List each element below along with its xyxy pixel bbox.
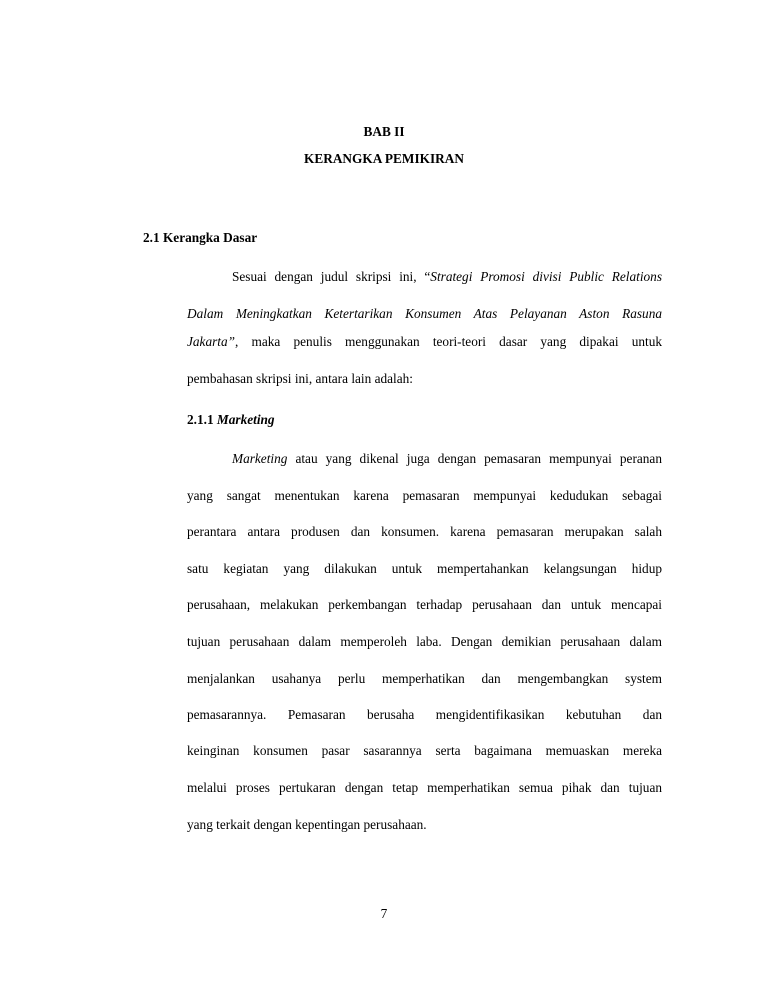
paragraph-line <box>232 451 662 467</box>
text-run: perusahaan, melakukan perkembangan terhadap perusahaan dan untuk mencapai <box>187 597 662 612</box>
paragraph-line <box>187 707 662 723</box>
text-run: , maka penulis menggunakan teori-teori dasar yang dipakai untuk <box>235 334 662 349</box>
paragraph-line <box>187 634 662 650</box>
text-run: tujuan perusahaan dalam memperoleh laba. Dengan demikian perusahaan dalam <box>187 634 662 649</box>
subsection-number: 2.1.1 <box>187 412 214 427</box>
page-number: 7 <box>380 906 388 921</box>
paragraph-line <box>187 371 662 387</box>
text-run: satu kegiatan yang dilakukan untuk mempertahankan kelangsungan hidup <box>187 561 662 576</box>
paragraph-line <box>187 524 662 540</box>
paragraph-line <box>187 306 662 322</box>
paragraph-line <box>187 561 662 577</box>
paragraph-line <box>232 269 662 285</box>
paragraph-line <box>187 334 662 350</box>
text-run: menjalankan usahanya perlu memperhatikan dan mengembangkan system <box>187 671 662 686</box>
italic-text: Marketing <box>232 451 288 466</box>
italic-text: Dalam Meningkatkan Ketertarikan Konsumen Atas Pelayanan Aston Rasuna <box>187 306 662 321</box>
chapter-title: KERANGKA PEMIKIRAN <box>304 151 464 166</box>
text-run: atau yang dikenal juga dengan pemasaran mempunyai peranan <box>287 451 662 466</box>
subsection-heading <box>187 412 275 428</box>
text-run: perantara antara produsen dan konsumen. karena pemasaran merupakan salah <box>187 524 662 539</box>
paragraph-line <box>187 743 662 759</box>
paragraph-line <box>187 597 662 613</box>
section-heading: 2.1 Kerangka Dasar <box>143 230 258 245</box>
subsection-title: Marketing <box>216 412 275 427</box>
text-run: pembahasan skripsi ini, antara lain adalah: <box>187 371 413 386</box>
text-run: melalui proses pertukaran dengan tetap memperhatikan semua pihak dan tujuan <box>187 780 662 795</box>
paragraph-line <box>187 671 662 687</box>
text-run: pemasarannya. Pemasaran berusaha mengidentifikasikan kebutuhan dan <box>187 707 662 722</box>
paragraph-line <box>187 817 662 833</box>
chapter-number: BAB II <box>363 124 405 139</box>
paragraph-line <box>187 780 662 796</box>
paragraph-line <box>187 488 662 504</box>
text-run: keinginan konsumen pasar sasarannya serta bagaimana memuaskan mereka <box>187 743 662 758</box>
text-run: yang terkait dengan kepentingan perusahaan. <box>187 817 427 832</box>
italic-text: Jakarta” <box>187 334 236 349</box>
text-run: Sesuai dengan judul skripsi ini, “ <box>232 269 431 284</box>
text-run: yang sangat menentukan karena pemasaran mempunyai kedudukan sebagai <box>187 488 662 503</box>
italic-text: Strategi Promosi divisi Public Relations <box>430 269 663 284</box>
